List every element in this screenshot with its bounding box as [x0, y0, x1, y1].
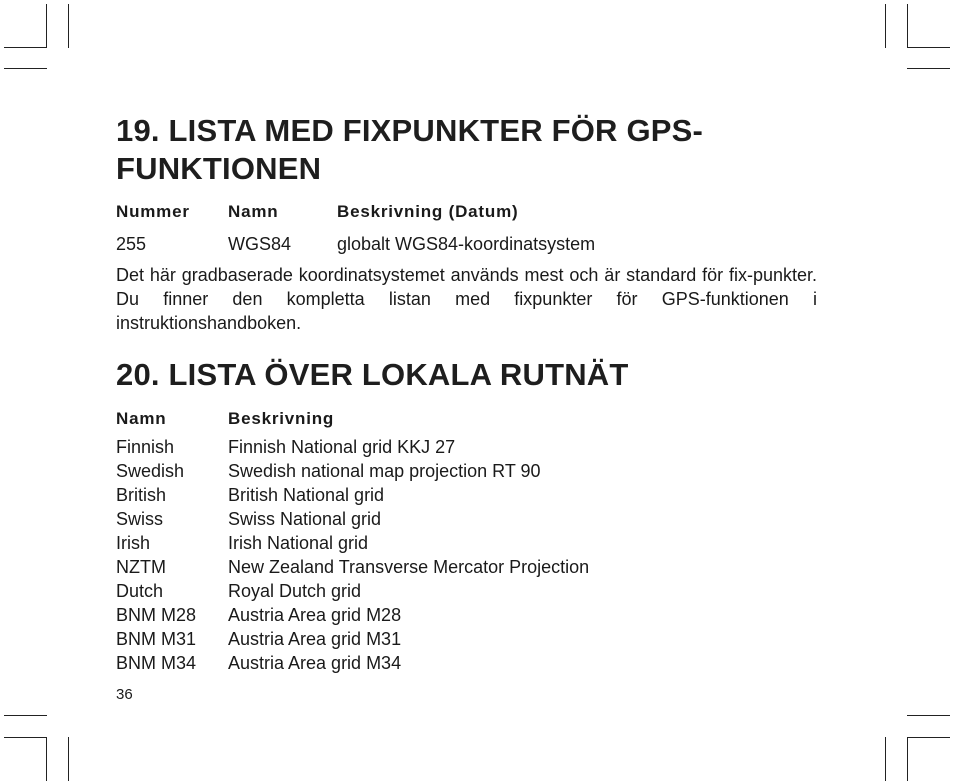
grid-description: Swedish national map projection RT 90 — [228, 461, 541, 481]
column-header-name: Namn — [116, 409, 167, 428]
crop-mark — [46, 4, 47, 48]
grid-description: Swiss National grid — [228, 509, 382, 529]
datum-name: WGS84 — [228, 234, 292, 254]
crop-mark — [68, 737, 69, 781]
grid-description: Finnish National grid KKJ 27 — [228, 437, 456, 457]
crop-mark — [907, 68, 950, 69]
page-number: 36 — [116, 686, 133, 703]
crop-mark — [907, 737, 950, 738]
grid-description: Royal Dutch grid — [228, 581, 362, 601]
crop-mark — [4, 47, 47, 48]
crop-mark — [885, 4, 886, 48]
grid-name: British — [116, 485, 167, 505]
crop-mark — [68, 4, 69, 48]
column-header-description: Beskrivning (Datum) — [337, 202, 519, 221]
crop-mark — [907, 47, 950, 48]
datum-description: globalt WGS84-koordinatsystem — [337, 234, 596, 254]
grid-name: NZTM — [116, 557, 166, 577]
column-header-name: Namn — [228, 202, 279, 221]
crop-mark — [4, 715, 47, 716]
crop-mark — [907, 4, 908, 48]
crop-mark — [46, 737, 47, 781]
crop-mark — [4, 737, 47, 738]
grid-description: Austria Area grid M34 — [228, 653, 402, 673]
grid-name: Swedish — [116, 461, 185, 481]
grid-description: New Zealand Transverse Mercator Projection — [228, 557, 590, 577]
crop-mark — [4, 68, 47, 69]
grid-description: Austria Area grid M31 — [228, 629, 402, 649]
grid-name: Swiss — [116, 509, 164, 529]
grid-name: BNM M28 — [116, 605, 197, 625]
section-19-paragraph: Det här gradbaserade koordinatsystemet används mest och är standard för fix-punkter. Du finner den kompletta listan med fixpunkter för GPS-funktionen i instruktionshandboken. — [116, 265, 817, 333]
column-header-description: Beskrivning — [228, 409, 335, 428]
crop-mark — [885, 737, 886, 781]
datum-number: 255 — [116, 234, 147, 254]
crop-mark — [907, 715, 950, 716]
column-header-number: Nummer — [116, 202, 190, 221]
grid-description: British National grid — [228, 485, 385, 505]
grid-name: Dutch — [116, 581, 164, 601]
grid-description: Austria Area grid M28 — [228, 605, 402, 625]
crop-mark — [907, 737, 908, 781]
section-20-title: 20. LISTA ÖVER LOKALA RUTNÄT — [116, 357, 629, 392]
grid-name: BNM M31 — [116, 629, 197, 649]
grid-description: Irish National grid — [228, 533, 369, 553]
section-19-title: 19. LISTA MED FIXPUNKTER FÖR GPS-FUNKTIONEN — [116, 113, 704, 186]
grid-name: BNM M34 — [116, 653, 197, 673]
grid-name: Finnish — [116, 437, 175, 457]
grid-name: Irish — [116, 533, 151, 553]
